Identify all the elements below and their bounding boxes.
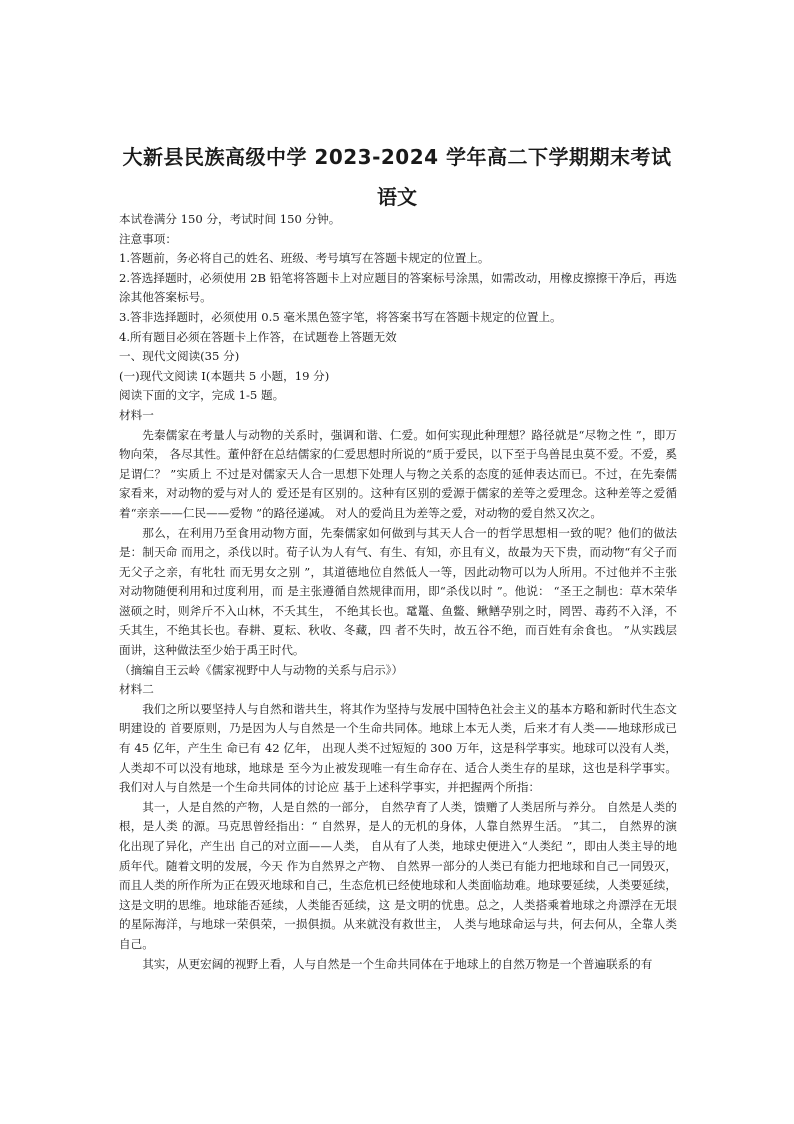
score-time-note: 本试卷满分 150 分，考试时间 150 分钟。: [119, 212, 341, 226]
notice-item-3: 3.答非选择题时，必须使用 0.5 毫米黑色签字笔，将答案书写在答题卡规定的位置上。: [119, 309, 562, 324]
part-heading: 一、现代文阅读(35 分): [119, 349, 240, 364]
exam-body: [119, 210, 677, 974]
material-1-paragraph-1: 先秦儒家在考量人与动物的关系时，强调和谐、仁爱。如何实现此种理想？路径就是“尽物之性 ”，即万物向荣， 各尽其性。董仲舒在总结儒家的仁爱思想时所说的“质于爱民，以下至于鸟兽昆虫莫不爱。不爱，奚足谓仁？ ”实质上 不过是对儒家天人合一思想下处理人与物之关系的态度的延伸表达而已。不过，在先秦儒家看来，对动物的爱与对人的 爱还是有区别的。这种有区别的爱源于儒家的差等之爱理念。这种差等之爱循着“亲亲——仁民——爱物 ”的路径递减。 对人的爱尚且为差等之爱，对动物的爱自然又次之。: [119, 427, 677, 520]
subsection-heading: (一)现代文阅读 I(本题共 5 小题，19 分): [119, 368, 330, 383]
material-2-paragraph-2: 其一，人是自然的产物，人是自然的一部分， 自然孕育了人类，馈赠了人类居所与养分。 自然是人类的根，是人类 的源。马克思曾经指出：“ 自然界，是人的无机的身体，人靠自然界生活。 ”其二， 自然界的演化出现了异化，产生出 自己的对立面——人类， 自从有了人类，地球史便进入“人类纪 ”，即由人类主导的地质年代。随着文明的发展，今天 作为自然界之产物、 自然界一部分的人类已有能力把地球和自己一同毁灭，而且人类的所作所为正在毁灭地球和自己，生态危机已经使地球和人类面临劫难。地球要延续，人类要延续，这是文明的思维。地球能否延续，人类能否延续，这 是文明的忧患。总之，人类搭乘着地球之舟漂浮在无垠的星际海洋，与地球一荣俱荣，一损俱损。从来就没有救世主， 人类与地球命运与共，何去何从，全靠人类自己。: [119, 799, 677, 951]
material-2-paragraph-1: 我们之所以要坚持人与自然和谐共生，将其作为坚持与发展中国特色社会主义的基本方略和新时代生态文明建设的 首要原则，乃是因为人与自然是一个生命共同体。地球上本无人类，后来才有人类——地球形成已有 45 亿年，产生生 命已有 42 亿年， 出现人类不过短短的 300 万年，这是科学事实。地球可以没有人类，人类却不可以没有地球，地球是 至今为止被发现唯一有生命存在、适合人类生存的星球，这也是科学事实。我们对人与自然是一个生命共同体的讨论应 基于上述科学事实，并把握两个所指：: [119, 701, 677, 795]
material-1-label: 材料一: [119, 407, 154, 422]
material-2-label: 材料二: [119, 682, 154, 697]
material-2-paragraph-3: 其实，从更宏阔的视野上看，人与自然是一个生命共同体在于地球上的自然万物是一个普遍联系的有: [142, 956, 653, 971]
subject-title: 语文: [377, 185, 417, 209]
notice-item-2: 2.答选择题时，必须使用 2B 铅笔将答题卡上对应题目的答案标号涂黑，如需改动，用橡皮擦擦干净后，再选涂其他答案标号。: [119, 270, 677, 305]
notice-item-1: 1.答题前，务必将自己的姓名、班级、考号填写在答题卡规定的位置上。: [119, 251, 490, 266]
notice-heading: 注意事项：: [119, 231, 177, 246]
material-1-paragraph-2: 那么，在利用乃至食用动物方面，先秦儒家如何做到与其天人合一的哲学思想相一致的呢？他们的做法是：制天命 而用之，杀伐以时。荀子认为人有气、有生、有知，亦且有义，故最为天下贵，而动物“有父子而无父子之亲，有牝牡 而无男女之别 ”，其道德地位自然低人一等，因此动物可以为人所用。不过他并不主张对动物随便利用和过度利用，而 是主张遵循自然规律而用，即“杀伐以时 ”。他说： “圣王之制也：草木荣华滋硕之时，则斧斤不入山林，不夭其生， 不绝其长也。鼋鼍、鱼鳖、鳅鳝孕别之时，罔罟、毒药不入泽，不夭其生，不绝其长也。春耕、夏耘、秋收、冬藏，四 者不失时，故五谷不绝，而百姓有余食也。 ”从实践层面讲，这种做法至少始于禹王时代。: [119, 525, 677, 658]
reading-instruction: 阅读下面的文字，完成 1-5 题。: [119, 388, 285, 403]
exam-title: 大新县民族高级中学 2023-2024 学年高二下学期期末考试: [122, 145, 672, 169]
notice-item-4: 4.所有题目必须在答题卡上作答，在试题卷上答题无效: [119, 329, 397, 344]
material-1-source: （摘编自王云岭《儒家视野中人与动物的关系与启示》）: [119, 662, 404, 677]
